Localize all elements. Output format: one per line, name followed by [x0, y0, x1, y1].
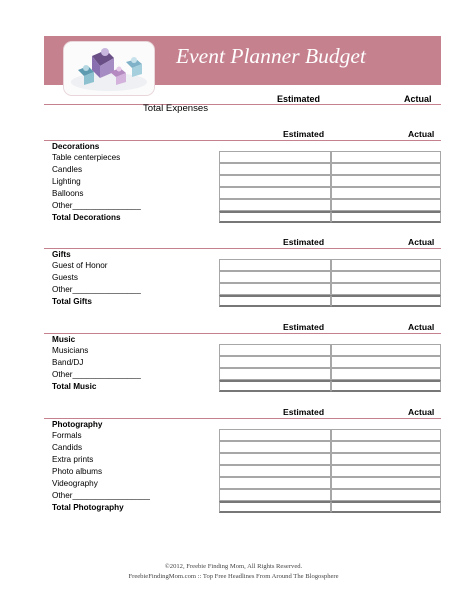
decorations-row-label: Candles	[52, 165, 83, 174]
gifts-row-label: Guest of Honor	[52, 261, 108, 270]
decorations-actual-cell[interactable]	[331, 175, 441, 187]
decorations-actual-cell[interactable]	[331, 163, 441, 175]
decorations-total-actual-cell[interactable]	[331, 211, 441, 223]
music-actual-cell[interactable]	[331, 356, 441, 368]
gift-boxes-photo-icon	[64, 42, 154, 95]
decorations-row-label: Other_______________	[52, 201, 141, 210]
photography-row-label: Videography	[52, 479, 98, 488]
decorations-estimated-cell[interactable]	[219, 175, 331, 187]
photography-estimated-cell[interactable]	[219, 429, 331, 441]
gifts-estimated-header: Estimated	[283, 237, 325, 247]
gifts-total-label: Total Gifts	[52, 297, 92, 306]
decorations-total-estimated-cell[interactable]	[219, 211, 331, 223]
decorations-estimated-cell[interactable]	[219, 187, 331, 199]
photography-estimated-cell[interactable]	[219, 465, 331, 477]
music-total-label: Total Music	[52, 382, 97, 391]
gifts-total-estimated-cell[interactable]	[219, 295, 331, 307]
music-actual-cell[interactable]	[331, 344, 441, 356]
footer-copyright: ©2012, Freebie Finding Mom, All Rights Reserved.	[164, 563, 303, 570]
photography-estimated-cell[interactable]	[219, 441, 331, 453]
music-divider	[44, 333, 441, 334]
photography-divider	[44, 418, 441, 419]
footer-tagline: FreebieFindingMom.com :: Top Free Headlines From Around The Blogosphere	[128, 573, 339, 580]
music-row-label: Musicians	[52, 346, 89, 355]
decorations-row-label: Lighting	[52, 177, 81, 186]
music-total-estimated-cell[interactable]	[219, 380, 331, 392]
decorations-section-title: Decorations	[52, 142, 100, 151]
gifts-estimated-cell[interactable]	[219, 271, 331, 283]
photography-actual-cell[interactable]	[331, 465, 441, 477]
decorations-total-label: Total Decorations	[52, 213, 121, 222]
music-actual-header: Actual	[408, 322, 435, 332]
total-expenses-label: Total Expenses	[143, 103, 209, 114]
gifts-actual-header: Actual	[408, 237, 435, 247]
gifts-actual-cell[interactable]	[331, 271, 441, 283]
photography-actual-cell[interactable]	[331, 477, 441, 489]
photography-estimated-cell[interactable]	[219, 453, 331, 465]
gifts-actual-cell[interactable]	[331, 259, 441, 271]
photography-actual-cell[interactable]	[331, 453, 441, 465]
music-estimated-cell[interactable]	[219, 344, 331, 356]
page-title: Event Planner Budget	[176, 44, 366, 68]
summary-divider	[44, 104, 441, 105]
decorations-row-label: Balloons	[52, 189, 84, 198]
decorations-actual-header: Actual	[408, 129, 435, 139]
photography-total-actual-cell[interactable]	[331, 501, 441, 513]
photography-row-label: Photo albums	[52, 467, 103, 476]
photography-row-label: Candids	[52, 443, 83, 452]
gifts-actual-cell[interactable]	[331, 283, 441, 295]
summary-actual-header: Actual	[404, 94, 432, 104]
gifts-estimated-cell[interactable]	[219, 283, 331, 295]
photography-actual-header: Actual	[408, 407, 435, 417]
music-section-title: Music	[52, 335, 76, 344]
photography-row-label: Other_________________	[52, 491, 150, 500]
gifts-row-label: Guests	[52, 273, 78, 282]
music-row-label: Band/DJ	[52, 358, 84, 367]
summary-estimated-header: Estimated	[277, 94, 321, 104]
music-estimated-header: Estimated	[283, 322, 325, 332]
decorations-actual-cell[interactable]	[331, 151, 441, 163]
music-estimated-cell[interactable]	[219, 356, 331, 368]
photography-estimated-cell[interactable]	[219, 489, 331, 501]
gifts-row-label: Other_______________	[52, 285, 141, 294]
photography-total-estimated-cell[interactable]	[219, 501, 331, 513]
gifts-section-title: Gifts	[52, 250, 71, 259]
music-row-label: Other_______________	[52, 370, 141, 379]
photography-actual-cell[interactable]	[331, 489, 441, 501]
decorations-estimated-cell[interactable]	[219, 163, 331, 175]
photography-total-label: Total Photography	[52, 503, 124, 512]
decorations-actual-cell[interactable]	[331, 199, 441, 211]
decorations-row-label: Table centerpieces	[52, 153, 121, 162]
decorations-estimated-cell[interactable]	[219, 199, 331, 211]
photography-estimated-header: Estimated	[283, 407, 325, 417]
photography-estimated-cell[interactable]	[219, 477, 331, 489]
music-total-actual-cell[interactable]	[331, 380, 441, 392]
photography-row-label: Extra prints	[52, 455, 94, 464]
decorations-actual-cell[interactable]	[331, 187, 441, 199]
photography-actual-cell[interactable]	[331, 441, 441, 453]
photography-row-label: Formals	[52, 431, 82, 440]
gifts-divider	[44, 248, 441, 249]
decorations-estimated-header: Estimated	[283, 129, 325, 139]
decorations-estimated-cell[interactable]	[219, 151, 331, 163]
music-actual-cell[interactable]	[331, 368, 441, 380]
decorations-divider	[44, 140, 441, 141]
music-estimated-cell[interactable]	[219, 368, 331, 380]
photography-section-title: Photography	[52, 420, 103, 429]
gifts-estimated-cell[interactable]	[219, 259, 331, 271]
gifts-total-actual-cell[interactable]	[331, 295, 441, 307]
photography-actual-cell[interactable]	[331, 429, 441, 441]
